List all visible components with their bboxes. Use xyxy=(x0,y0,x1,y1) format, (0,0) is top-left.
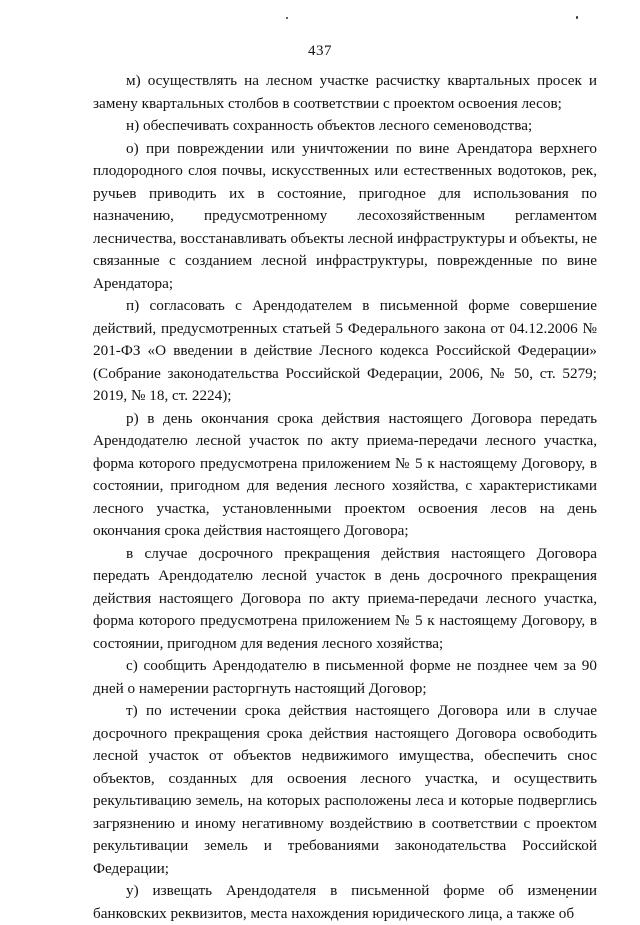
clause-s: с) сообщить Арендодателю в письменной форме не позднее чем за 90 дней о намерении расторгнуть настоящий Договор; xyxy=(93,657,597,697)
scan-speck xyxy=(286,17,288,19)
clause-n: н) обеспечивать сохранность объектов лесного семеноводства; xyxy=(126,117,533,134)
clause-p: п) согласовать с Арендодателем в письменной форме совершение действий, предусмотренных статьей 5 Федерального закона от 04.12.2006 № 201-ФЗ «О введении в действие Лесного кодекса Российской Федерации» (Собрание законодательства Российской Федерации, 2006, № 50, ст. 5279; 2019, № 18, ст. 2224); xyxy=(93,297,597,404)
clause-r-early-termination: в случае досрочного прекращения действия настоящего Договора передать Арендодателю лесной участок в день досрочного прекращения действия настоящего Договора по акту приема-передачи лесного участка, форма которого предусмотрена приложением № 5 к настоящему Договору, в состоянии, пригодном для ведения лесного хозяйства; xyxy=(93,544,597,652)
clause-t: т) по истечении срока действия настоящего Договора или в случае досрочного прекращения срока действия настоящего Договора освободить лесной участок от объектов недвижимого имущества, обеспечить снос объектов, созданных для освоения лесного участка, и осуществить рекультивацию земель, на которых расположены леса и которые подверглись загрязнению и иному негативному воздействию в соответствии с проектом рекультивации земель и требованиями законодательства Российской Федерации; xyxy=(93,702,597,877)
document-body xyxy=(93,70,597,925)
scan-speck xyxy=(576,16,578,19)
page-number: 437 xyxy=(308,43,332,59)
clause-u: у) извещать Арендодателя в письменной форме об изменении банковских реквизитов, места нахождения юридического лица, а также об xyxy=(93,882,597,922)
clause-m: м) осуществлять на лесном участке расчистку квартальных просек и замену квартальных столбов в соответствии с проектом освоения лесов; xyxy=(93,72,597,112)
clause-o: о) при повреждении или уничтожении по вине Арендатора верхнего плодородного слоя почвы, искусственных или естественных водотоков, рек, ручьев приводить их в состояние, пригодное для использования по назначению, предусмотренному лесохозяйственным регламентом лесничества, восстанавливать объекты лесной инфраструктуры и объекты, не связанные с созданием лесной инфраструктуры, поврежденные по вине Арендатора; xyxy=(93,139,597,292)
clause-r: р) в день окончания срока действия настоящего Договора передать Арендодателю лесной участок по акту приема-передачи лесного участка, форма которого предусмотрена приложением № 5 к настоящему Договору, в состоянии, пригодном для ведения лесного хозяйства, с характеристиками лесного участка, установленными проектом освоения лесов на день окончания срока действия настоящего Договора; xyxy=(93,409,597,539)
